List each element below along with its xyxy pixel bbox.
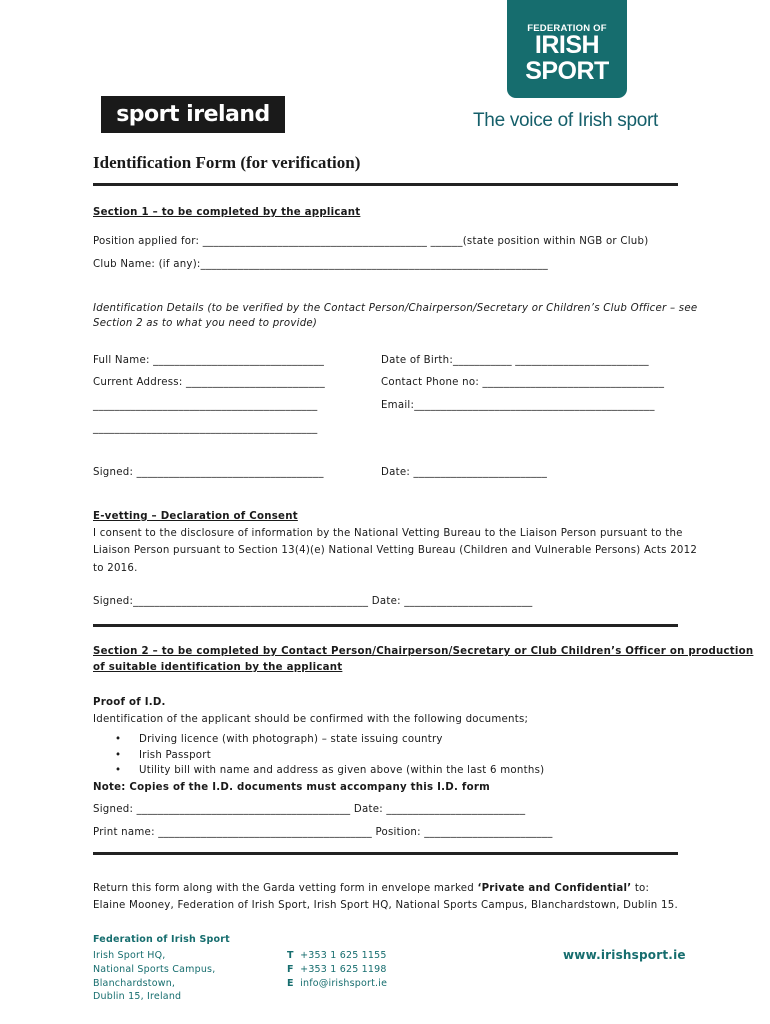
return-text-bold: ‘Private and Confidential’ xyxy=(477,883,632,894)
sport-ireland-logo: sport ireland xyxy=(101,96,285,133)
contact-phone-field[interactable]: Contact Phone no: __________________________________ xyxy=(381,377,665,388)
fis-tagline: The voice of Irish sport xyxy=(473,110,658,131)
website-link[interactable]: www.irishsport.ie xyxy=(563,948,686,962)
current-address-field[interactable]: Current Address: __________________________ xyxy=(93,377,325,388)
fax-number: +353 1 625 1198 xyxy=(300,964,387,975)
footer-org-name: Federation of Irish Sport xyxy=(93,934,230,945)
officer-signature-field[interactable]: Signed: ________________________________________ Date: __________________________ xyxy=(93,804,526,815)
return-instructions xyxy=(93,883,649,894)
bullet-icon: • xyxy=(115,765,122,776)
fax-label: F xyxy=(287,964,294,975)
federation-of-irish-sport-logo xyxy=(507,0,627,98)
proof-intro: Identification of the applicant should be confirmed with the following documents; xyxy=(93,714,529,725)
footer-fax xyxy=(287,964,387,975)
fis-logo-line2: IRISH xyxy=(534,31,600,59)
officer-print-name-field[interactable]: Print name: ________________________________________ Position: ________________________ xyxy=(93,827,553,838)
phone-number: +353 1 625 1155 xyxy=(300,950,387,961)
footer-address-line: Dublin 15, Ireland xyxy=(93,991,182,1002)
date-of-birth-field[interactable]: Date of Birth:___________ _________________________ xyxy=(381,355,649,366)
section2-heading-line1: Section 2 – to be completed by Contact Person/Chairperson/Secretary or Club Children’s Officer on production xyxy=(93,646,754,657)
footer-email xyxy=(287,978,387,989)
email-label: E xyxy=(287,978,294,989)
email-address-link[interactable]: info@irishsport.ie xyxy=(300,978,388,989)
footer-address-line: National Sports Campus, xyxy=(93,964,216,975)
consent-text-line2: Liaison Person pursuant to Section 13(4)(e) National Vetting Bureau (Children and Vulnerable Persons) Acts 2012 xyxy=(93,545,698,556)
proof-of-id-heading: Proof of I.D. xyxy=(93,697,166,708)
email-field[interactable]: Email:_____________________________________________ xyxy=(381,400,655,411)
list-item xyxy=(93,750,544,766)
bullet-icon: • xyxy=(115,749,122,761)
documents-list xyxy=(93,734,544,781)
address-line-3[interactable]: __________________________________________ xyxy=(93,423,318,434)
applicant-date-field[interactable]: Date: _________________________ xyxy=(381,467,548,478)
form-title: Identification Form (for verification) xyxy=(93,153,361,172)
club-name-field[interactable]: Club Name: (if any):_________________________________________________________________ xyxy=(93,259,548,270)
consent-text-line1: I consent to the disclosure of information by the National Vetting Bureau to the Liaison Person pursuant to the xyxy=(93,528,683,539)
title-divider xyxy=(93,183,678,186)
phone-label: T xyxy=(287,950,294,961)
document-label: Driving licence (with photograph) – state issuing country xyxy=(139,734,443,745)
evetting-heading: E-vetting – Declaration of Consent xyxy=(93,511,298,522)
return-text-post: to: xyxy=(631,883,650,894)
bullet-icon: • xyxy=(115,734,122,745)
footer-address-line: Irish Sport HQ, xyxy=(93,950,166,961)
consent-signature-field[interactable]: Signed:____________________________________________ Date: ________________________ xyxy=(93,596,533,607)
document-label: Utility bill with name and address as given above (within the last 6 months) xyxy=(139,765,545,776)
list-item xyxy=(93,734,544,750)
section1-heading: Section 1 – to be completed by the applicant xyxy=(93,207,361,218)
section-divider xyxy=(93,624,678,627)
copies-note: Note: Copies of the I.D. documents must accompany this I.D. form xyxy=(93,782,490,793)
applicant-signature-field[interactable]: Signed: ___________________________________ xyxy=(93,467,324,478)
position-field[interactable]: Position applied for: __________________________________________ ______(state position within NGB or Club) xyxy=(93,236,649,247)
fis-logo-line1: FEDERATION OF xyxy=(527,23,607,34)
consent-text-line3: to 2016. xyxy=(93,563,138,574)
document-label: Irish Passport xyxy=(139,749,211,761)
id-details-note-line2: Section 2 as to what you need to provide) xyxy=(93,318,318,329)
section2-heading-line2: of suitable identification by the applicant xyxy=(93,662,343,673)
fis-logo-line3: SPORT xyxy=(525,57,609,85)
return-address: Elaine Mooney, Federation of Irish Sport, Irish Sport HQ, National Sports Campus, Blanchardstown, Dublin 15. xyxy=(93,900,678,911)
return-text-pre: Return this form along with the Garda vetting form in envelope marked xyxy=(93,883,478,894)
footer-phone xyxy=(287,950,387,961)
full-name-field[interactable]: Full Name: ________________________________ xyxy=(93,355,325,366)
id-details-note-line1: Identification Details (to be verified by the Contact Person/Chairperson/Secretary or Children’s Club Officer – see xyxy=(93,303,698,314)
address-line-2[interactable]: __________________________________________ xyxy=(93,400,318,411)
footer-address-line: Blanchardstown, xyxy=(93,978,176,989)
bottom-divider xyxy=(93,852,678,855)
list-item xyxy=(93,765,544,781)
